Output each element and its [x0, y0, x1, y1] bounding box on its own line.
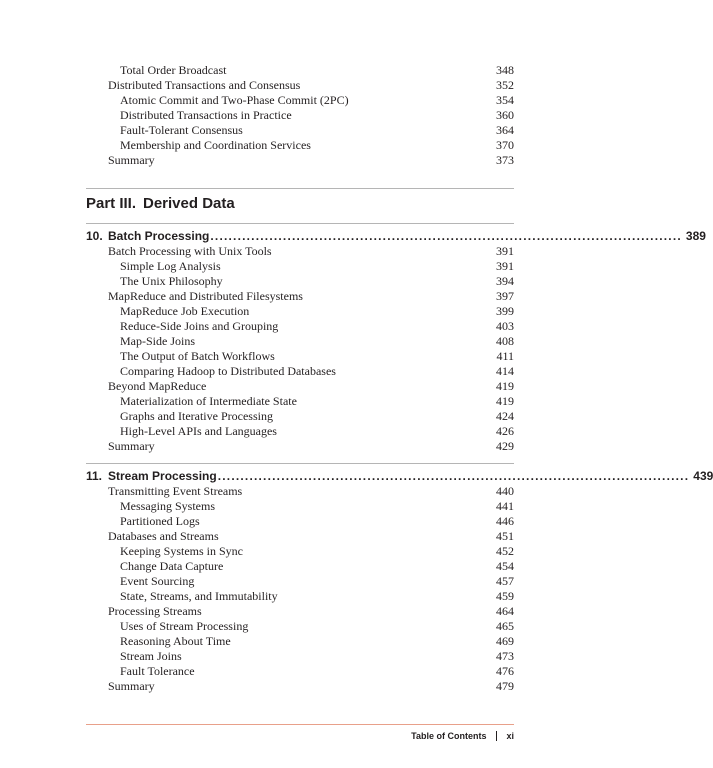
toc-page-number: 414	[496, 364, 514, 378]
part-heading	[86, 195, 235, 213]
footer-separator	[496, 731, 497, 741]
section-divider	[86, 463, 514, 464]
toc-entry: Membership and Coordination Services	[120, 138, 311, 152]
toc-entry: Summary	[108, 679, 155, 693]
toc-page-number: 348	[496, 63, 514, 77]
chapter-page-number: 439	[693, 469, 713, 483]
toc-entry: Simple Log Analysis	[120, 259, 221, 273]
toc-page-number: 354	[496, 93, 514, 107]
toc-entry: MapReduce Job Execution	[120, 304, 250, 318]
toc-entry: Distributed Transactions and Consensus	[108, 78, 301, 92]
toc-entry: Summary	[108, 153, 155, 167]
toc-page-number: 403	[496, 319, 514, 333]
toc-page-number: 424	[496, 409, 514, 423]
toc-page-number: 419	[496, 394, 514, 408]
part-title: Derived Data	[143, 195, 235, 212]
toc-entry: Fault Tolerance	[120, 664, 195, 678]
toc-entry: Beyond MapReduce	[108, 379, 207, 393]
chapter-heading-11[interactable]	[86, 469, 713, 484]
toc-entry: Reasoning About Time	[120, 634, 231, 648]
toc-page-number: 446	[496, 514, 514, 528]
toc-page-number: 411	[496, 349, 514, 363]
toc-entry: Graphs and Iterative Processing	[120, 409, 273, 423]
toc-page-number: 454	[496, 559, 514, 573]
toc-page-number: 370	[496, 138, 514, 152]
toc-page-number: 465	[496, 619, 514, 633]
toc-entry: Map-Side Joins	[120, 334, 195, 348]
chapter-page-number: 389	[685, 229, 706, 243]
toc-page-number: 397	[496, 289, 514, 303]
toc-entry: Comparing Hadoop to Distributed Databases	[120, 364, 336, 378]
page-footer	[411, 730, 514, 742]
toc-entry: Partitioned Logs	[120, 514, 200, 528]
footer-label: Table of Contents	[411, 731, 487, 741]
toc-entry: Keeping Systems in Sync	[120, 544, 243, 558]
toc-entry: MapReduce and Distributed Filesystems	[108, 289, 303, 303]
toc-page-number: 479	[496, 679, 514, 693]
toc-entry: Event Sourcing	[120, 574, 195, 588]
toc-page-number: 469	[496, 634, 514, 648]
toc-page-number: 399	[496, 304, 514, 318]
toc-page-number: 441	[496, 499, 514, 513]
toc-page-number: 360	[496, 108, 514, 122]
toc-page-number: 394	[496, 274, 514, 288]
toc-entry: Change Data Capture	[120, 559, 224, 573]
toc-page-number: 429	[496, 439, 514, 453]
toc-page-number: 419	[496, 379, 514, 393]
toc-entry: State, Streams, and Immutability	[120, 589, 278, 603]
dot-leader: ........................................................................................................	[210, 229, 682, 243]
footer-divider	[86, 724, 514, 725]
toc-entry: The Unix Philosophy	[120, 274, 223, 288]
chapter-number: 10.	[86, 229, 103, 243]
toc-page-number: 452	[496, 544, 514, 558]
toc-entry: Distributed Transactions in Practice	[120, 108, 292, 122]
toc-entry: Transmitting Event Streams	[108, 484, 243, 498]
toc-page-number: 459	[496, 589, 514, 603]
toc-entry: Total Order Broadcast	[120, 63, 227, 77]
toc-page-number: 457	[496, 574, 514, 588]
toc-entry: Batch Processing with Unix Tools	[108, 244, 272, 258]
toc-entry: The Output of Batch Workflows	[120, 349, 275, 363]
toc-page-number: 451	[496, 529, 514, 543]
toc-entry: Messaging Systems	[120, 499, 216, 513]
toc-page-number: 464	[496, 604, 514, 618]
chapter-heading-10[interactable]	[86, 229, 706, 244]
toc-page-number: 426	[496, 424, 514, 438]
toc-entry: Fault-Tolerant Consensus	[120, 123, 243, 137]
toc-page-number: 364	[496, 123, 514, 137]
toc-page-number: 440	[496, 484, 514, 498]
part-label: Part III.	[86, 195, 137, 212]
chapter-title: Batch Processing	[108, 229, 210, 243]
chapter-number: 11.	[86, 469, 103, 483]
toc-entry: Summary	[108, 439, 155, 453]
toc-page-number: 473	[496, 649, 514, 663]
footer-page-number: xi	[506, 731, 514, 741]
toc-page-number: 352	[496, 78, 514, 92]
toc-page-number: 391	[496, 259, 514, 273]
toc-entry: Reduce-Side Joins and Grouping	[120, 319, 279, 333]
dot-leader: ........................................................................................................	[217, 469, 690, 483]
section-divider	[86, 188, 514, 189]
section-divider	[86, 223, 514, 224]
toc-entry: High-Level APIs and Languages	[120, 424, 277, 438]
toc-entry: Atomic Commit and Two-Phase Commit (2PC)	[120, 93, 349, 107]
toc-entry: Databases and Streams	[108, 529, 219, 543]
chapter-title: Stream Processing	[108, 469, 217, 483]
toc-entry: Stream Joins	[120, 649, 182, 663]
toc-page-number: 373	[496, 153, 514, 167]
toc-page-number: 476	[496, 664, 514, 678]
toc-entry: Uses of Stream Processing	[120, 619, 249, 633]
toc-page-number: 391	[496, 244, 514, 258]
toc-entry: Processing Streams	[108, 604, 202, 618]
toc-entry: Materialization of Intermediate State	[120, 394, 297, 408]
toc-page-number: 408	[496, 334, 514, 348]
